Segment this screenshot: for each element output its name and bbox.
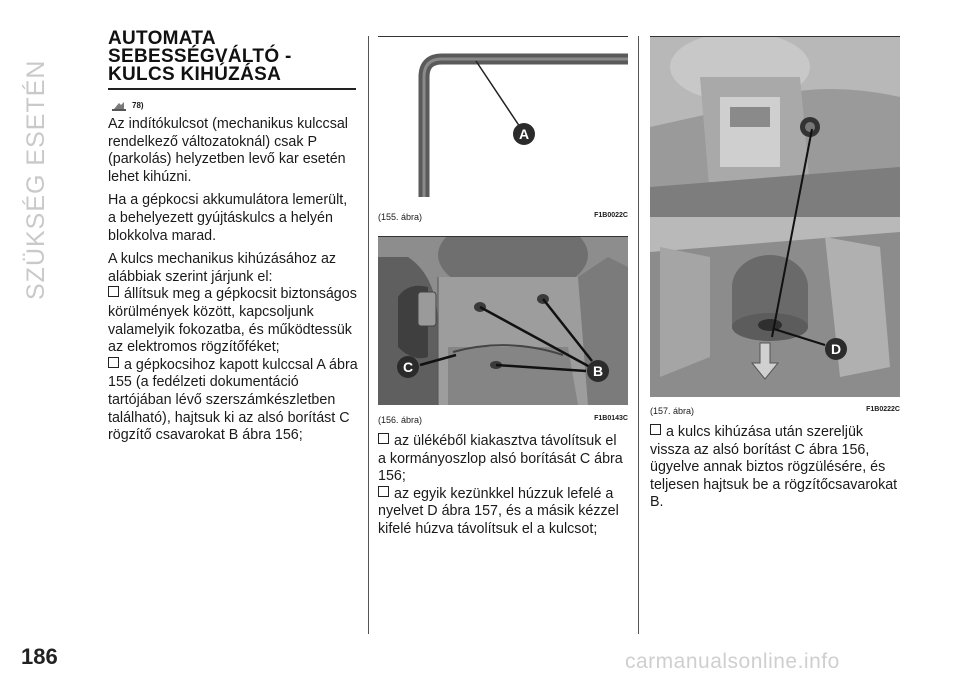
allen-key-illustration [378, 37, 628, 202]
list-item: a kulcs kihúzása után szereljük vissza az alsó borítást C ábra 156, ügyelve annak biztos rögzülésére, és teljesen hajtsuk be a rögzítőcsavarokat B. [650, 424, 898, 511]
label-a: A [518, 126, 530, 142]
steering-column-cover-illustration [378, 237, 628, 405]
paragraph: Ha a gépkocsi akkumulátora lemerült, a behelyezett gyújtáskulcs a helyén blokkolva marad. [108, 192, 348, 244]
text-column-1 [108, 30, 358, 445]
warning-ref-number: 78) [132, 100, 144, 110]
figure-caption: (157. ábra) F1B0222C [650, 406, 900, 416]
text-column-2 [378, 36, 628, 539]
checkbox-bullet-icon [378, 433, 389, 444]
column-divider [638, 36, 639, 634]
paragraph: A kulcs mechanikus kihúzásához az alábbiak szerint járjunk el: [108, 251, 337, 285]
warning-icon [112, 99, 126, 111]
figure-155 [378, 36, 628, 222]
list-item: az egyik kezünkkel húzzuk lefelé a nyelvet D ábra 157, és a másik kézzel kifelé húzva távolítsuk el a kulcsot; [378, 485, 619, 537]
checkbox-bullet-icon [108, 286, 119, 297]
section-heading: AUTOMATA SEBESSÉGVÁLTÓ - KULCS KIHÚZÁSA [108, 28, 292, 85]
label-d: D [830, 341, 842, 357]
label-c: C [402, 359, 414, 375]
list-item: a gépkocsihoz kapott kulccsal A ábra 155 (a fedélzeti dokumentáció tartójában lévő szerszámkészletben található), hajtsuk ki az alsó borítást C rögzítő csavarokat B ábra 156; [108, 356, 358, 444]
figure-caption: (155. ábra) F1B0022C [378, 212, 628, 222]
column-divider [368, 36, 369, 634]
key-release-tab-illustration [650, 37, 900, 397]
list-item: az ülékéből kiakasztva távolítsuk el a kormányoszlop alsó borítását C ábra 156; [378, 433, 623, 485]
label-b: B [592, 363, 604, 379]
page-number: 186 [21, 644, 58, 669]
section-side-title: SZÜKSÉG ESETÉN [22, 59, 50, 300]
checkbox-bullet-icon [650, 424, 661, 435]
figure-caption: (156. ábra) F1B0143C [378, 415, 628, 425]
figure-156 [378, 236, 628, 425]
checkbox-bullet-icon [378, 486, 389, 497]
heading-rule [108, 88, 356, 90]
checkbox-bullet-icon [108, 357, 119, 368]
list-item: állítsuk meg a gépkocsit biztonságos körülmények között, kapcsoljunk valamelyik fokozatba, és működtessük az elektromos rögzítőféket; [108, 286, 357, 356]
site-watermark: carmanualsonline.info [625, 650, 840, 673]
figure-157 [650, 36, 900, 416]
warning-reference [112, 98, 358, 112]
paragraph: Az indítókulcsot (mechanikus kulccsal rendelkező változatoknál) csak P (parkolás) helyzetben levő kar esetén lehet kihúzni. [108, 116, 348, 185]
text-column-3 [650, 36, 900, 512]
